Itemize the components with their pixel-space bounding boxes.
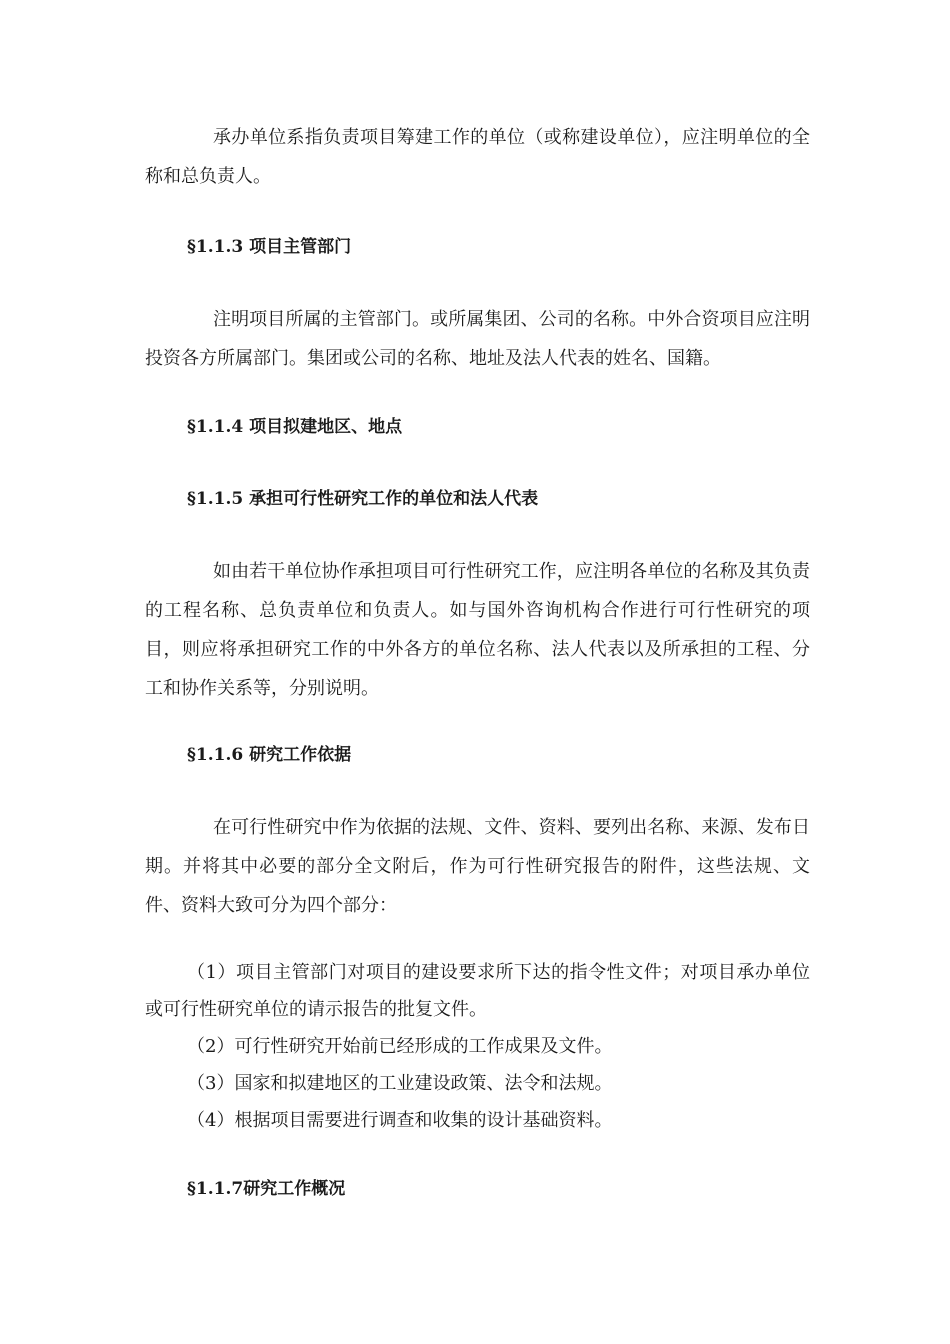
paragraph-research-basis <box>145 808 810 925</box>
list-item: （1）项目主管部门对项目的建设要求所下达的指令性文件；对项目承办单位或可行性研究单位的请示报告的批复文件。 <box>145 962 810 1020</box>
paragraph-text: 在可行性研究中作为依据的法规、文件、资料、要列出名称、来源、发布日期。并将其中必要的部分全文附后，作为可行性研究报告的附件，这些法规、文件、资料大致可分为四个部分： <box>145 817 810 916</box>
paragraph-text: 如由若干单位协作承担项目可行性研究工作，应注明各单位的名称及其负责的工程名称、总负责单位和负责人。如与国外咨询机构合作进行可行性研究的项目，则应将承担研究工作的中外各方的单位名称、法人代表以及所承担的工程、分工和协作关系等，分别说明。 <box>145 561 810 699</box>
section-heading-1-1-4: §1.1.4 项目拟建地区、地点 <box>187 417 403 437</box>
section-heading-1-1-7: §1.1.7研究工作概况 <box>187 1179 346 1199</box>
paragraph-research-units <box>145 552 810 708</box>
section-heading-1-1-5: §1.1.5 承担可行性研究工作的单位和法人代表 <box>187 489 539 509</box>
list-item: （4）根据项目需要进行调查和收集的设计基础资料。 <box>187 1110 613 1131</box>
list-item: （2）可行性研究开始前已经形成的工作成果及文件。 <box>187 1036 613 1057</box>
paragraph-text: 注明项目所属的主管部门。或所属集团、公司的名称。中外合资项目应注明投资各方所属部门。集团或公司的名称、地址及法人代表的姓名、国籍。 <box>145 309 810 369</box>
paragraph-text: 承办单位系指负责项目筹建工作的单位（或称建设单位），应注明单位的全称和总负责人。 <box>145 127 810 187</box>
section-heading-1-1-6: §1.1.6 研究工作依据 <box>187 745 352 765</box>
basis-list <box>145 954 810 1139</box>
paragraph-department <box>145 300 810 378</box>
list-item: （3）国家和拟建地区的工业建设政策、法令和法规。 <box>187 1073 613 1094</box>
section-heading-1-1-3: §1.1.3 项目主管部门 <box>187 237 352 257</box>
paragraph-organizer <box>145 118 810 196</box>
